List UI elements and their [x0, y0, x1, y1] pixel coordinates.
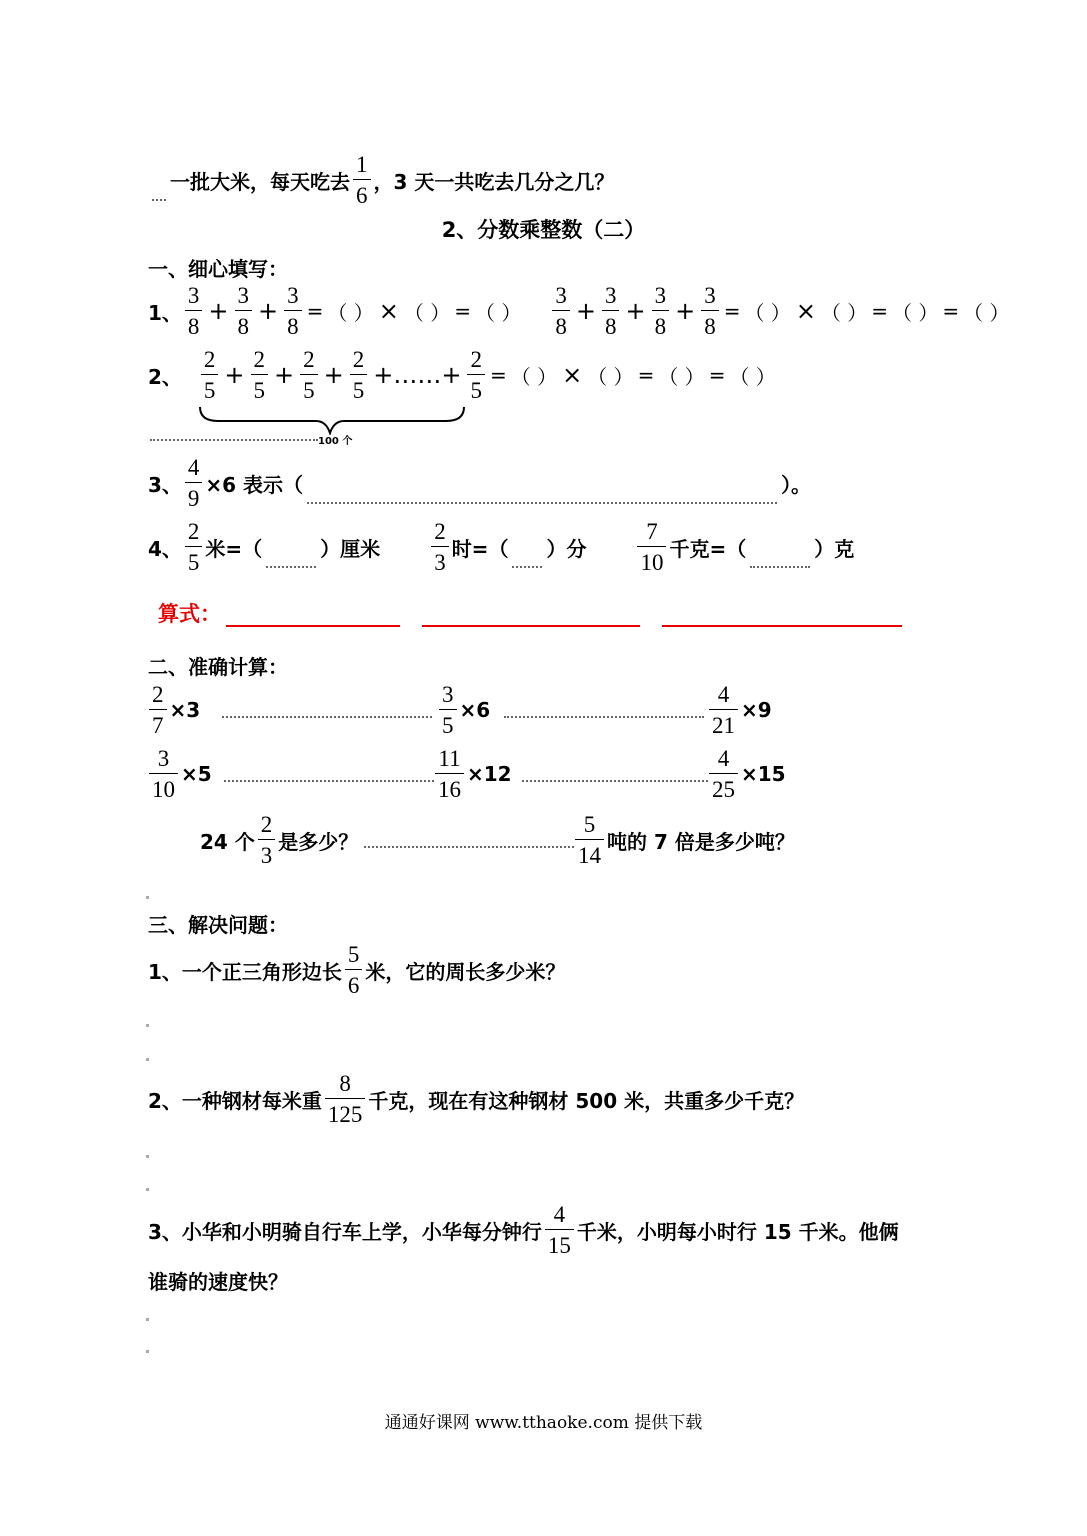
- answer-blank[interactable]: （ ）: [403, 300, 451, 325]
- fraction: $\frac{2}{3}$: [258, 813, 276, 867]
- fraction: $\frac{3}{8}$: [552, 284, 570, 338]
- fraction: $\frac{3}{8}$: [284, 284, 302, 338]
- fraction: $\frac{4}{9}$: [185, 456, 203, 510]
- fraction: $\frac{4}{25}$: [709, 747, 738, 801]
- fraction: $\frac{11}{16}$: [435, 747, 464, 801]
- curly-brace-icon: [198, 405, 468, 435]
- section1-heading: 一、细心填写：: [148, 257, 288, 281]
- word-calc-b: $\frac{5}{14}$ 吨的 7 倍是多少吨？: [572, 813, 795, 867]
- fraction: $\frac{4}{21}$: [709, 683, 738, 737]
- equals-sign: =: [871, 299, 889, 323]
- calc-item: $\frac{4}{21}$ ×9: [706, 683, 772, 737]
- plus-sign: +: [208, 297, 229, 325]
- dot-leader: [150, 438, 318, 441]
- calc-item: $\frac{3}{10}$ ×5: [146, 747, 212, 801]
- equals-sign: =: [942, 299, 960, 323]
- q2-number: 2、: [148, 364, 182, 389]
- fraction: $\frac{2}{7}$: [149, 683, 167, 737]
- fraction: $\frac{8}{125}$: [325, 1072, 366, 1126]
- equals-sign: =: [489, 363, 507, 387]
- q3-row: [148, 456, 811, 510]
- fraction: $\frac{3}{8}$: [185, 284, 203, 338]
- q1-number: 1、: [148, 300, 182, 325]
- answer-blank[interactable]: （ ）: [327, 300, 374, 325]
- formula-line-2[interactable]: [422, 625, 640, 627]
- plus-sign: +: [224, 361, 245, 389]
- fraction: $\frac{2}{5}$: [185, 520, 203, 574]
- plus-sign: +: [274, 361, 295, 389]
- fraction: $\frac{2}{3}$: [431, 520, 449, 574]
- problem-1: 1、一个正三角形边长 $\frac{5}{6}$ 米，它的周长多少米？: [148, 942, 566, 998]
- q3-end: ）。: [781, 472, 812, 497]
- spacer-dot: [146, 1318, 149, 1321]
- answer-blank[interactable]: （ ）: [744, 300, 791, 325]
- answer-blank[interactable]: （ ）: [510, 364, 558, 389]
- formula-label: 算式：: [158, 602, 221, 626]
- q4-row: [148, 520, 854, 574]
- times-sign: ×: [795, 297, 816, 325]
- q4b-text: 时=（: [451, 536, 509, 561]
- fraction: $\frac{2}{5}$: [251, 348, 269, 402]
- dot-leader: [152, 198, 166, 201]
- dot-leader: [522, 779, 708, 782]
- calc-item: $\frac{2}{7}$ ×3: [146, 683, 200, 737]
- answer-blank[interactable]: （ ）: [820, 300, 868, 325]
- answer-blank[interactable]: （ ）: [587, 364, 634, 389]
- answer-blank[interactable]: [512, 565, 542, 568]
- plus-sign: +: [575, 297, 596, 325]
- answer-blank[interactable]: （ ）: [658, 364, 705, 389]
- section2-heading: 二、准确计算：: [148, 655, 288, 679]
- answer-blank[interactable]: [750, 565, 810, 568]
- fraction: $\frac{2}{5}$: [300, 348, 318, 402]
- problem-3: 3、小华和小明骑自行车上学，小华每分钟行 $\frac{4}{15}$ 千米，小明每小时行 15 千米。他俩: [148, 1202, 899, 1258]
- dot-leader: [222, 715, 432, 718]
- fraction: $\frac{3}{10}$: [149, 747, 178, 801]
- fraction: $\frac{7}{10}$: [637, 520, 666, 574]
- spacer-dot: [146, 1024, 149, 1027]
- q4a-text: 米=（: [205, 536, 263, 561]
- fraction: $\frac{2}{5}$: [467, 348, 485, 402]
- fraction: $\frac{2}{5}$: [201, 348, 219, 402]
- times-sign: ×: [562, 361, 583, 389]
- q4c-text: 千克=（: [669, 536, 747, 561]
- intro-text-b: ，3 天一共吃去几分之几？: [373, 169, 615, 194]
- formula-line-1[interactable]: [226, 625, 400, 627]
- spacer-dot: [146, 896, 149, 899]
- times-sign: ×: [378, 297, 399, 325]
- fraction: $\frac{5}{14}$: [575, 813, 604, 867]
- q4a-unit: ）厘米: [320, 536, 381, 561]
- fraction: $\frac{3}{8}$: [701, 284, 719, 338]
- answer-blank[interactable]: （ ）: [963, 300, 1010, 325]
- plus-sign: +: [675, 297, 696, 325]
- ellipsis-sign: +……+: [373, 361, 462, 389]
- q4-number: 4、: [148, 536, 182, 561]
- dot-leader: [504, 715, 704, 718]
- fraction: $\frac{2}{5}$: [350, 348, 368, 402]
- page-title: 2、分数乘整数（二）: [441, 218, 646, 242]
- q2-row: [148, 348, 778, 402]
- plus-sign: +: [323, 361, 344, 389]
- equals-sign: =: [708, 363, 726, 387]
- problem-2: 2、一种钢材每米重 $\frac{8}{125}$ 千克，现在有这种钢材 500 米，共重多少千克？: [148, 1071, 805, 1127]
- fraction: $\frac{3}{8}$: [652, 284, 670, 338]
- footer-credit: 通通好课网 www.tthaoke.com 提供下载: [384, 1413, 703, 1433]
- q3-text: ×6 表示（: [205, 472, 304, 497]
- fraction: $\frac{3}{8}$: [602, 284, 620, 338]
- q3-number: 3、: [148, 472, 182, 497]
- equals-sign: =: [306, 299, 324, 323]
- fraction: $\frac{3}{8}$: [235, 284, 253, 338]
- q1-row: [148, 284, 1012, 338]
- fraction: $\frac{4}{15}$: [545, 1203, 574, 1257]
- word-calc-a: 24 个 $\frac{2}{3}$ 是多少？: [200, 812, 359, 868]
- dot-leader: [364, 845, 574, 848]
- plus-sign: +: [625, 297, 646, 325]
- section3-heading: 三、解决问题：: [148, 913, 288, 937]
- answer-blank[interactable]: （ ）: [475, 300, 522, 325]
- equals-sign: =: [723, 299, 741, 323]
- intro-question: [148, 153, 614, 207]
- fraction: $\frac{1}{6}$: [353, 153, 371, 207]
- q4b-unit: ）分: [546, 536, 587, 561]
- answer-line[interactable]: [307, 501, 777, 504]
- plus-sign: +: [258, 297, 279, 325]
- spacer-dot: [146, 1350, 149, 1353]
- equals-sign: =: [454, 299, 471, 323]
- spacer-dot: [146, 1058, 149, 1061]
- calc-item: $\frac{11}{16}$ ×12: [432, 747, 512, 801]
- answer-blank[interactable]: （ ）: [729, 364, 776, 389]
- answer-blank[interactable]: （ ）: [892, 300, 939, 325]
- fraction: $\frac{5}{6}$: [345, 943, 363, 997]
- formula-line-3[interactable]: [662, 625, 902, 627]
- equals-sign: =: [637, 363, 655, 387]
- calc-item: $\frac{4}{25}$ ×15: [706, 747, 786, 801]
- calc-item: $\frac{3}{5}$ ×6: [436, 683, 490, 737]
- dot-leader: [224, 779, 434, 782]
- intro-text-a: 一批大米，每天吃去: [170, 169, 350, 194]
- spacer-dot: [146, 1188, 149, 1191]
- fraction: $\frac{3}{5}$: [439, 683, 457, 737]
- problem-3-line2: 谁骑的速度快？: [148, 1270, 288, 1294]
- q4c-unit: ）克: [814, 536, 855, 561]
- brace-label: 100 个: [318, 436, 353, 447]
- answer-blank[interactable]: [266, 565, 316, 568]
- spacer-dot: [146, 1155, 149, 1158]
